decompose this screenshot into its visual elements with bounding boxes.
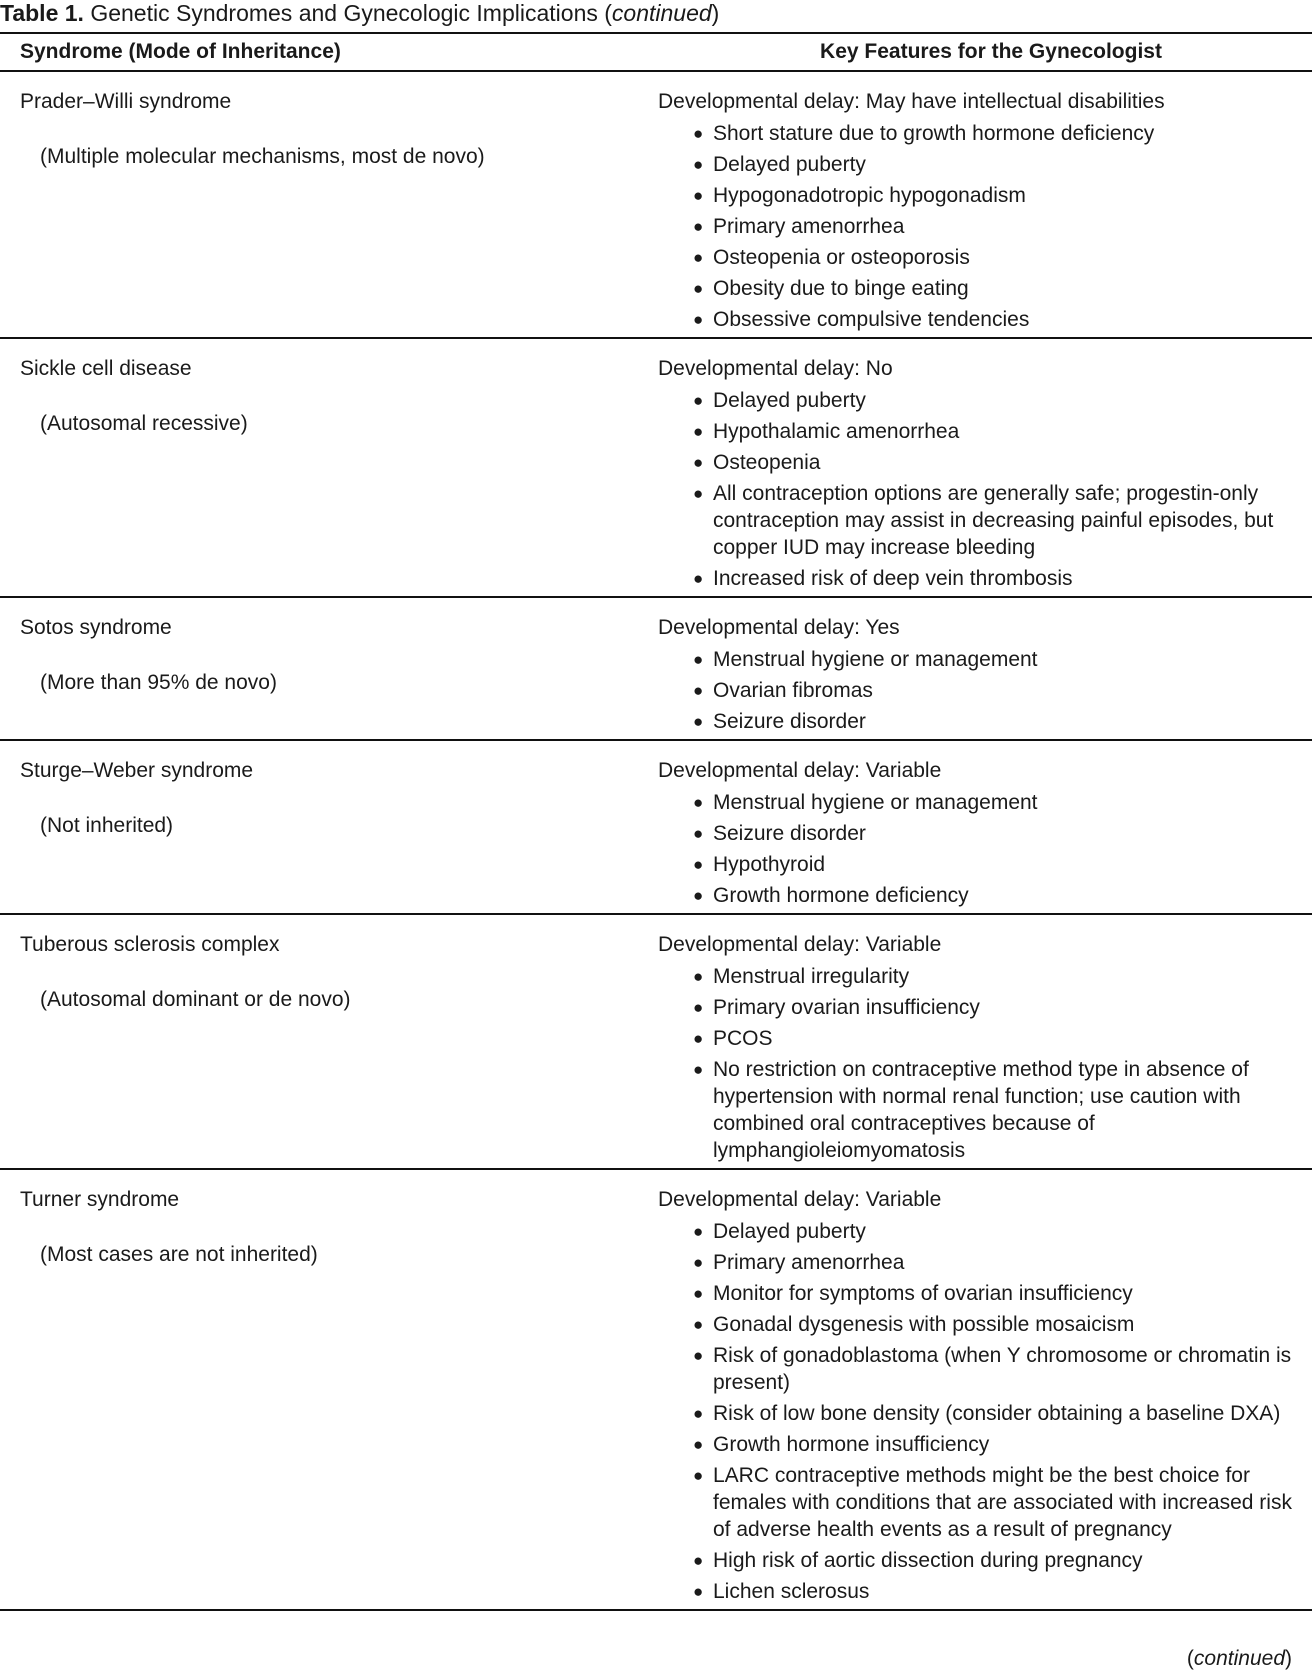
table-caption-label: Table 1.	[0, 0, 84, 26]
feature-text: Growth hormone insufficiency	[713, 1433, 990, 1456]
table-header	[0, 33, 1312, 71]
feature-list	[658, 963, 1302, 1164]
feature-item	[658, 1431, 1302, 1458]
bullet-icon: ●	[693, 484, 704, 503]
bullet-icon: ●	[693, 186, 704, 205]
bullet-icon: ●	[693, 310, 704, 329]
feature-text: Menstrual hygiene or management	[713, 791, 1038, 814]
syndrome-name: Prader–Willi syndrome	[20, 90, 232, 113]
table-caption-continued: continued	[611, 0, 712, 26]
feature-item	[658, 708, 1302, 735]
feature-text: LARC contraceptive methods might be the best choice for females with conditions that are associated with increased risk of adverse health events as a result of pregnancy	[713, 1464, 1292, 1541]
developmental-delay: Developmental delay: Variable	[658, 1188, 942, 1211]
feature-text: Risk of low bone density (consider obtaining a baseline DXA)	[713, 1402, 1281, 1425]
feature-text: Seizure disorder	[713, 710, 866, 733]
bullet-icon: ●	[693, 569, 704, 588]
mode-of-inheritance: (Most cases are not inherited)	[40, 1243, 318, 1266]
mode-of-inheritance: (Not inherited)	[40, 814, 174, 837]
bullet-icon: ●	[693, 248, 704, 267]
feature-text: Increased risk of deep vein thrombosis	[713, 567, 1073, 590]
continued-open: (	[1186, 1647, 1194, 1670]
table-row	[0, 914, 1312, 1169]
feature-text: Delayed puberty	[713, 153, 866, 176]
key-features-cell	[640, 338, 1312, 597]
feature-text: Menstrual hygiene or management	[713, 648, 1038, 671]
feature-text: Delayed puberty	[713, 1220, 866, 1243]
feature-item	[658, 275, 1302, 302]
bullet-icon: ●	[693, 1253, 704, 1272]
feature-item	[658, 213, 1302, 240]
bullet-icon: ●	[693, 1029, 704, 1048]
developmental-delay: Developmental delay: May have intellectual disabilities	[658, 90, 1165, 113]
bullet-icon: ●	[693, 824, 704, 843]
column-header-key-features: Key Features for the Gynecologist	[820, 40, 1162, 63]
feature-text: Hypothalamic amenorrhea	[713, 420, 960, 443]
feature-text: Monitor for symptoms of ovarian insufficiency	[713, 1282, 1133, 1305]
table-row	[0, 71, 1312, 338]
feature-item	[658, 387, 1302, 414]
bullet-icon: ●	[693, 855, 704, 874]
syndrome-cell	[0, 338, 640, 597]
bullet-icon: ●	[693, 1315, 704, 1334]
feature-list	[658, 646, 1302, 735]
bullet-icon: ●	[693, 124, 704, 143]
developmental-delay: Developmental delay: Variable	[658, 759, 942, 782]
feature-text: High risk of aortic dissection during pregnancy	[713, 1549, 1143, 1572]
feature-item	[658, 418, 1302, 445]
bullet-icon: ●	[693, 453, 704, 472]
syndrome-cell	[0, 1169, 640, 1610]
bullet-icon: ●	[693, 391, 704, 410]
bullet-icon: ●	[693, 886, 704, 905]
feature-item	[658, 1342, 1302, 1396]
syndrome-name: Sickle cell disease	[20, 357, 192, 380]
developmental-delay: Developmental delay: No	[658, 357, 893, 380]
feature-item	[658, 963, 1302, 990]
feature-item	[658, 851, 1302, 878]
feature-text: Lichen sclerosus	[713, 1580, 870, 1603]
continued-text: continued	[1193, 1647, 1285, 1670]
mode-of-inheritance: (Multiple molecular mechanisms, most de novo)	[40, 145, 485, 168]
developmental-delay: Developmental delay: Variable	[658, 933, 942, 956]
feature-item	[658, 994, 1302, 1021]
developmental-delay: Developmental delay: Yes	[658, 616, 900, 639]
bullet-icon: ●	[693, 967, 704, 986]
bullet-icon: ●	[693, 1346, 704, 1365]
table-row	[0, 740, 1312, 914]
feature-text: Delayed puberty	[713, 389, 866, 412]
feature-item	[658, 789, 1302, 816]
feature-item	[658, 1218, 1302, 1245]
bullet-icon: ●	[693, 1222, 704, 1241]
feature-text: Primary amenorrhea	[713, 215, 905, 238]
feature-text: Short stature due to growth hormone deficiency	[713, 122, 1155, 145]
feature-item	[658, 646, 1302, 673]
table-header-row	[0, 33, 1312, 71]
column-header-syndrome: Syndrome (Mode of Inheritance)	[20, 40, 341, 63]
feature-item	[658, 882, 1302, 909]
bullet-icon: ●	[693, 422, 704, 441]
feature-item	[658, 306, 1302, 333]
mode-of-inheritance: (More than 95% de novo)	[40, 671, 277, 694]
feature-item	[658, 1280, 1302, 1307]
key-features-cell	[640, 597, 1312, 740]
table-row	[0, 338, 1312, 597]
bullet-icon: ●	[693, 1551, 704, 1570]
syndrome-cell	[0, 597, 640, 740]
feature-item	[658, 151, 1302, 178]
feature-item	[658, 820, 1302, 847]
key-features-cell	[640, 71, 1312, 338]
bullet-icon: ●	[693, 217, 704, 236]
feature-list	[658, 1218, 1302, 1605]
feature-text: Osteopenia or osteoporosis	[713, 246, 970, 269]
bullet-icon: ●	[693, 155, 704, 174]
feature-item	[658, 480, 1302, 561]
bullet-icon: ●	[693, 793, 704, 812]
table-caption	[0, 0, 719, 30]
feature-text: Hypothyroid	[713, 853, 826, 876]
feature-item	[658, 1249, 1302, 1276]
feature-item	[658, 1578, 1302, 1605]
feature-item	[658, 244, 1302, 271]
syndrome-cell	[0, 71, 640, 338]
mode-of-inheritance: (Autosomal recessive)	[40, 412, 248, 435]
table-row	[0, 597, 1312, 740]
feature-list	[658, 789, 1302, 909]
syndrome-name: Turner syndrome	[20, 1188, 180, 1211]
key-features-cell	[640, 914, 1312, 1169]
syndrome-name: Sotos syndrome	[20, 616, 172, 639]
feature-item	[658, 449, 1302, 476]
bullet-icon: ●	[693, 1466, 704, 1485]
feature-text: Gonadal dysgenesis with possible mosaicism	[713, 1313, 1135, 1336]
feature-text: Primary amenorrhea	[713, 1251, 905, 1274]
feature-text: Obesity due to binge eating	[713, 277, 969, 300]
bullet-icon: ●	[693, 1404, 704, 1423]
bullet-icon: ●	[693, 1060, 704, 1079]
feature-text: Hypogonadotropic hypogonadism	[713, 184, 1026, 207]
bullet-icon: ●	[693, 712, 704, 731]
feature-text: Ovarian fibromas	[713, 679, 873, 702]
feature-text: Osteopenia	[713, 451, 821, 474]
feature-text: Menstrual irregularity	[713, 965, 910, 988]
feature-text: Obsessive compulsive tendencies	[713, 308, 1030, 331]
feature-item	[658, 120, 1302, 147]
feature-item	[658, 182, 1302, 209]
bullet-icon: ●	[693, 1582, 704, 1601]
bullet-icon: ●	[693, 681, 704, 700]
feature-item	[658, 677, 1302, 704]
feature-text: No restriction on contraceptive method type in absence of hypertension with normal renal function; use caution with combined oral contraceptives because of lymphangioleiomyomatosis	[713, 1058, 1249, 1162]
genetic-syndromes-table	[0, 32, 1312, 1611]
syndrome-name: Tuberous sclerosis complex	[20, 933, 280, 956]
feature-text: Primary ovarian insufficiency	[713, 996, 980, 1019]
feature-item	[658, 1056, 1302, 1164]
feature-item	[658, 1547, 1302, 1574]
bullet-icon: ●	[693, 998, 704, 1017]
continued-close: )	[1285, 1647, 1292, 1670]
feature-item	[658, 1462, 1302, 1543]
feature-item	[658, 565, 1302, 592]
table-body	[0, 71, 1312, 1610]
feature-text: Growth hormone deficiency	[713, 884, 969, 907]
feature-text: Seizure disorder	[713, 822, 866, 845]
syndrome-cell	[0, 914, 640, 1169]
table-caption-text: Genetic Syndromes and Gynecologic Implications (	[90, 0, 612, 26]
feature-item	[658, 1025, 1302, 1052]
bullet-icon: ●	[693, 650, 704, 669]
bullet-icon: ●	[693, 1435, 704, 1454]
feature-text: All contraception options are generally safe; progestin-only contraception may assist in decreasing painful episodes, but copper IUD may increase bleeding	[713, 482, 1274, 559]
feature-list	[658, 387, 1302, 592]
feature-text: PCOS	[713, 1027, 773, 1050]
key-features-cell	[640, 1169, 1312, 1610]
bullet-icon: ●	[693, 279, 704, 298]
syndrome-cell	[0, 740, 640, 914]
mode-of-inheritance: (Autosomal dominant or de novo)	[40, 988, 351, 1011]
feature-item	[658, 1400, 1302, 1427]
bullet-icon: ●	[693, 1284, 704, 1303]
syndrome-name: Sturge–Weber syndrome	[20, 759, 254, 782]
feature-item	[658, 1311, 1302, 1338]
continued-note	[1187, 1647, 1292, 1671]
table-row	[0, 1169, 1312, 1610]
key-features-cell	[640, 740, 1312, 914]
feature-list	[658, 120, 1302, 333]
feature-text: Risk of gonadoblastoma (when Y chromosome or chromatin is present)	[713, 1344, 1292, 1394]
table-caption-close: )	[711, 0, 720, 26]
